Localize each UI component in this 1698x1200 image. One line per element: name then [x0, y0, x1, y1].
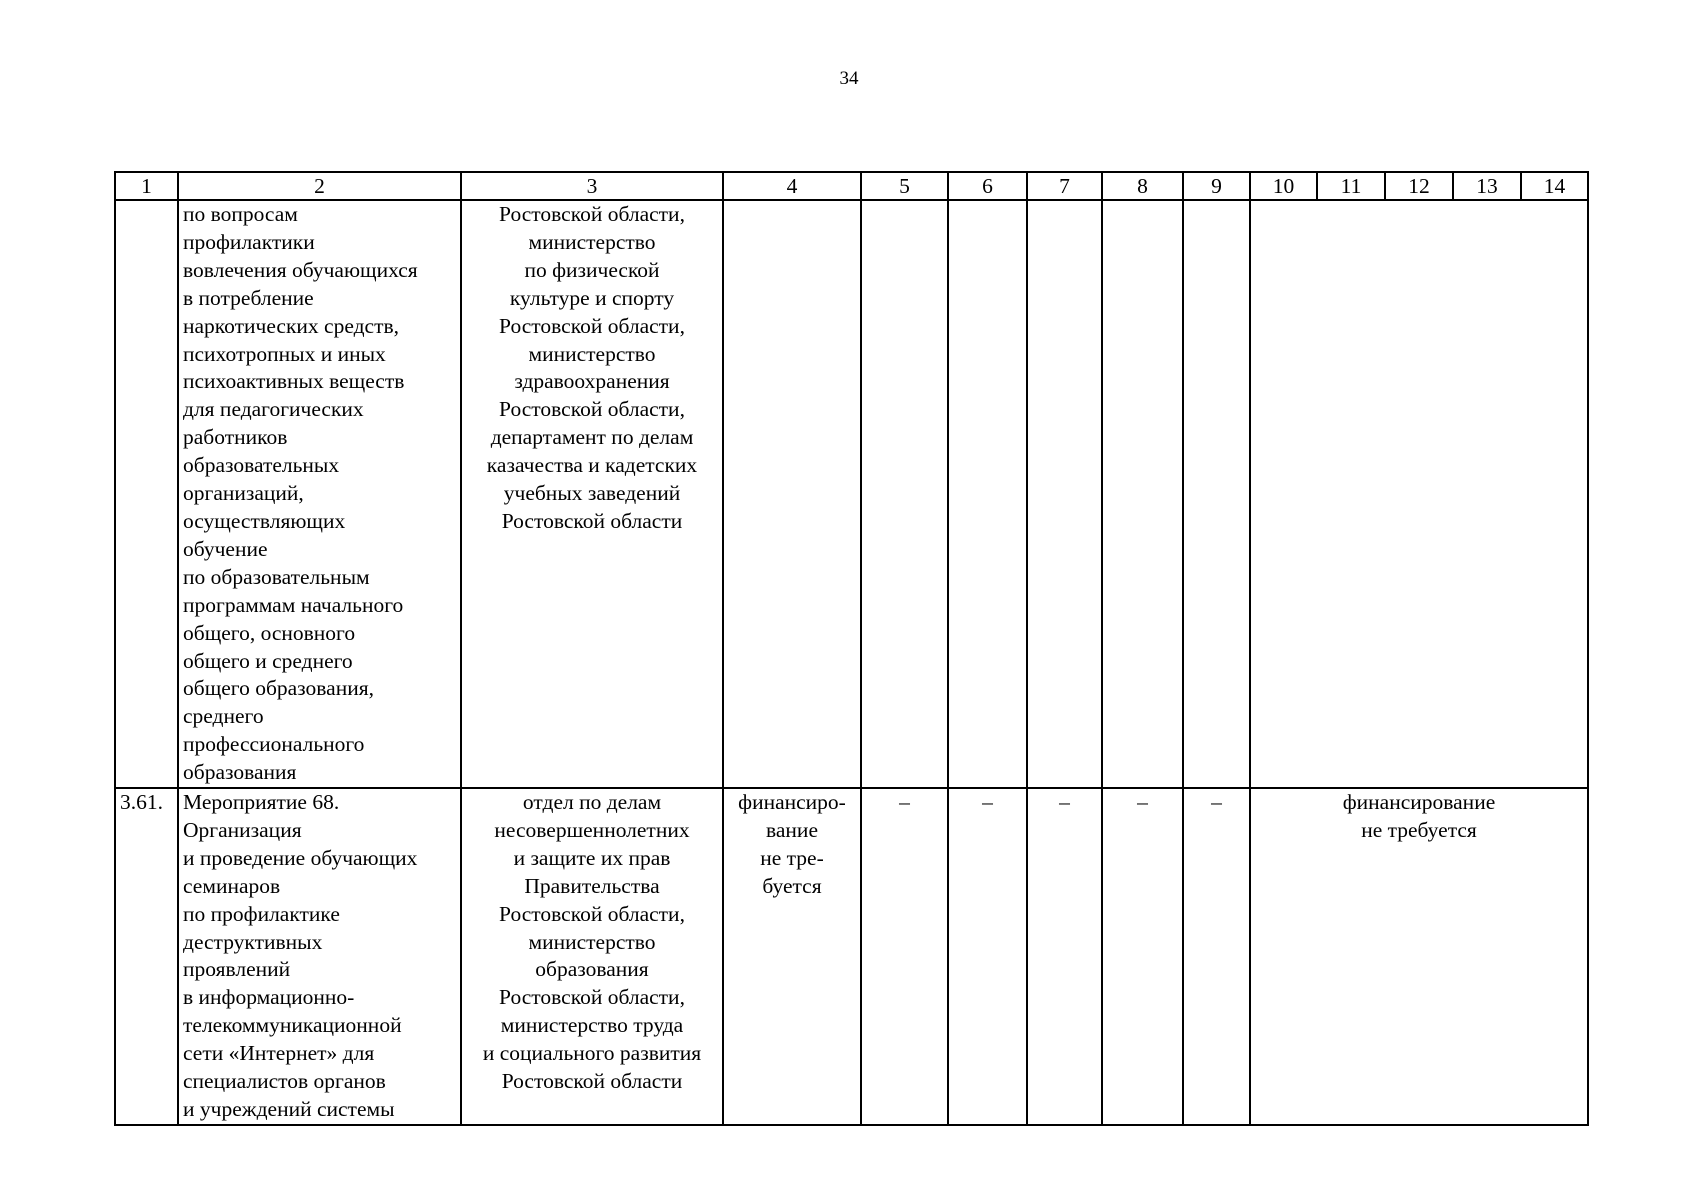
funding-source: финансиро- вание не тре- буется	[723, 788, 861, 1125]
responsible-executors: Ростовской области, министерство по физической культуре и спорту Ростовской области, министерство здравоохранения Ростовской области, департамент по делам казачества и кадетских учебных заведений Ростовской области	[461, 200, 723, 788]
table-row	[115, 788, 1588, 1125]
header-row	[115, 172, 1588, 200]
value-cell	[1102, 200, 1183, 788]
merged-years-cell: финансирование не требуется	[1250, 788, 1588, 1125]
value-cell: –	[1102, 788, 1183, 1125]
responsible-executors: отдел по делам несовершеннолетних и защите их прав Правительства Ростовской области, министерство образования Ростовской области, министерство труда и социального развития Ростовской области	[461, 788, 723, 1125]
header-cell: 7	[1027, 172, 1102, 200]
header-cell: 14	[1521, 172, 1588, 200]
measure-name: Мероприятие 68. Организация и проведение обучающих семинаров по профилактике деструктивных проявлений в информационно- телекоммуникационной сети «Интернет» для специалистов органов и учреждений системы	[178, 788, 461, 1125]
funding-source	[723, 200, 861, 788]
header-cell: 3	[461, 172, 723, 200]
page-number: 34	[839, 68, 859, 89]
value-cell: –	[861, 788, 948, 1125]
row-number	[115, 200, 178, 788]
value-cell: –	[1027, 788, 1102, 1125]
value-cell	[1027, 200, 1102, 788]
measures-table	[114, 171, 1589, 1126]
header-cell: 11	[1317, 172, 1385, 200]
value-cell	[948, 200, 1027, 788]
header-cell: 1	[115, 172, 178, 200]
header-cell: 10	[1250, 172, 1317, 200]
value-cell	[861, 200, 948, 788]
value-cell: –	[948, 788, 1027, 1125]
merged-years-cell	[1250, 200, 1588, 788]
header-cell: 8	[1102, 172, 1183, 200]
header-cell: 12	[1385, 172, 1453, 200]
header-cell: 2	[178, 172, 461, 200]
row-number: 3.61.	[115, 788, 178, 1125]
header-cell: 4	[723, 172, 861, 200]
header-cell: 6	[948, 172, 1027, 200]
value-cell: –	[1183, 788, 1250, 1125]
measure-name: по вопросам профилактики вовлечения обучающихся в потребление наркотических средств, психотропных и иных психоактивных веществ для педагогических работников образовательных организаций, осуществляющих обучение по образовательным программам начального общего, основного общего и среднего общего образования, среднего профессионального образования	[178, 200, 461, 788]
header-cell: 13	[1453, 172, 1521, 200]
value-cell	[1183, 200, 1250, 788]
table-row	[115, 200, 1588, 788]
header-cell: 9	[1183, 172, 1250, 200]
header-cell: 5	[861, 172, 948, 200]
